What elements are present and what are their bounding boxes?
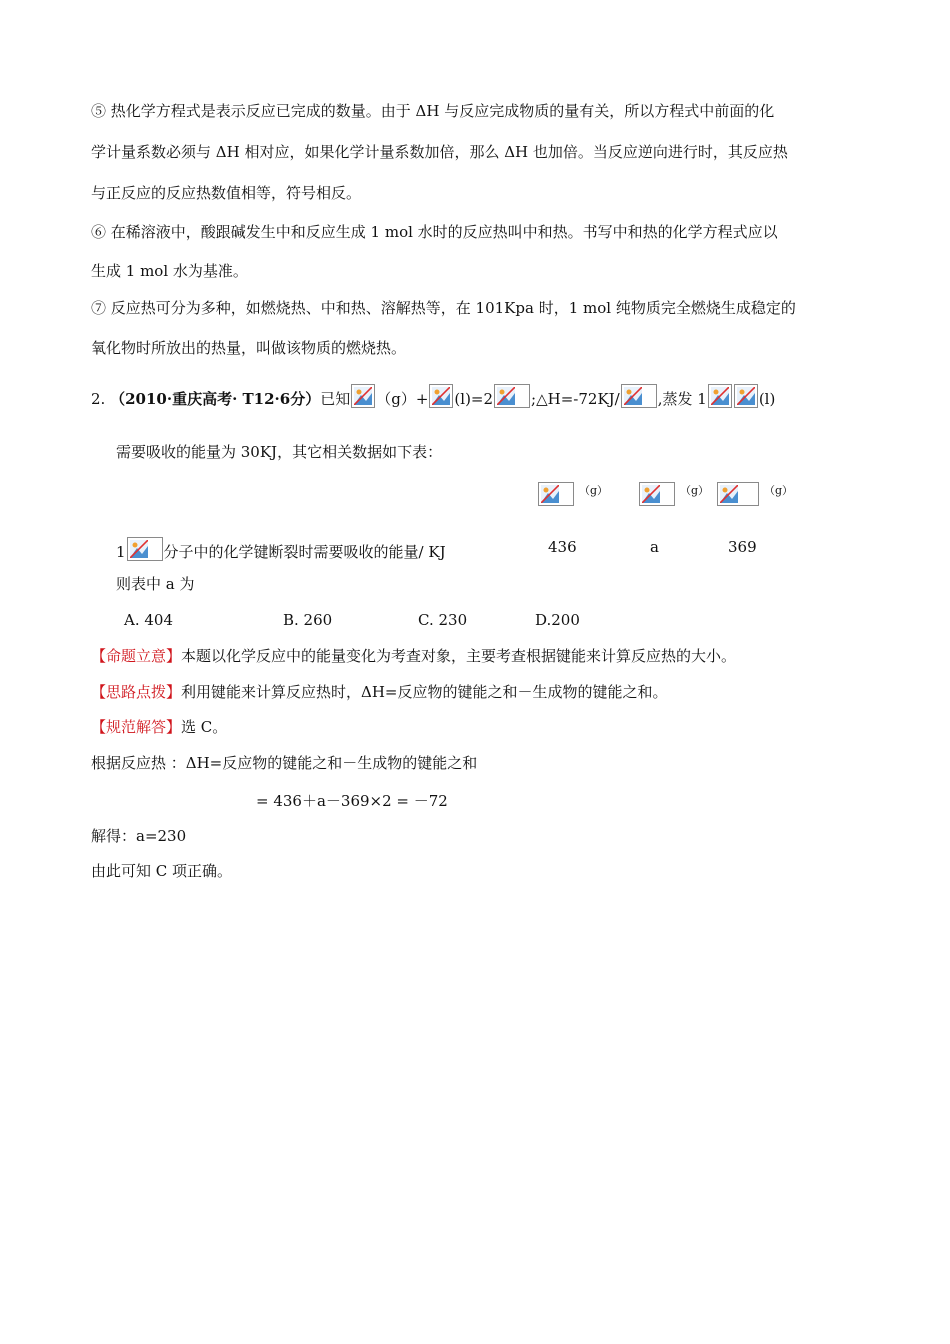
question-source: （2010·重庆高考· T12·6分）: [110, 390, 321, 408]
hint-text: 利用键能来计算反应热时，ΔH=反应物的键能之和－生成物的键能之和。: [181, 683, 668, 701]
question-line-2: 需要吸收的能量为 30KJ，其它相关数据如下表：: [116, 443, 443, 461]
broken-image-icon: [734, 384, 758, 408]
option-d: D.200: [535, 611, 580, 629]
option-a: A. 404: [124, 611, 173, 629]
broken-image-icon: [621, 384, 657, 408]
option-c: C. 230: [418, 611, 468, 629]
note-7-line-1: ⑦ 反应热可分为多种，如燃烧热、中和热、溶解热等，在 101Kpa 时，1 mol 纯物质完全燃烧生成稳定的: [91, 299, 796, 317]
note-7-line-2: 氧化物时所放出的热量，叫做该物质的燃烧热。: [91, 339, 407, 357]
table-header-h2: [537, 481, 608, 507]
question-delta-h: ;△H=-72KJ/: [531, 390, 620, 408]
note-6-line-2: 生成 1 mol 水为基准。: [91, 262, 248, 280]
broken-image-icon: [639, 482, 675, 506]
table-header-g: （g）: [680, 484, 710, 497]
solve-line: 解得：a=230: [91, 827, 187, 845]
table-row-prefix: 1: [116, 543, 126, 561]
question-evaporate: ,蒸发 1: [657, 390, 707, 408]
question-g: （g）: [376, 390, 416, 408]
question-known: 已知: [320, 390, 351, 408]
note-6-line-1: ⑥ 在稀溶液中，酸跟碱发生中和反应生成 1 mol 水时的反应热叫中和热。书写中和热的化学方程式应以: [91, 223, 778, 241]
option-b: B. 260: [283, 611, 333, 629]
hint-label: 【思路点拨】: [91, 683, 182, 701]
note-5-line-3: 与正反应的反应热数值相等，符号相反。: [91, 184, 362, 202]
question-l: (l): [758, 390, 776, 408]
table-header-br2: [638, 481, 709, 507]
table-value-hbr: 369: [728, 538, 757, 556]
broken-image-icon: [127, 537, 163, 561]
table-header-g: （g）: [579, 484, 609, 497]
question-ask: 则表中 a 为: [116, 575, 195, 593]
table-row: [116, 537, 446, 562]
table-row-label: 分子中的化学键断裂时需要吸收的能量/ KJ: [163, 543, 446, 561]
question-l-eq-2: (l)=2: [454, 390, 494, 408]
analysis-hint: [91, 682, 668, 702]
analysis-intent: [91, 646, 736, 666]
calc-line-1: 根据反应热 ：ΔH=反应物的键能之和－生成物的键能之和: [91, 754, 478, 772]
note-5-line-2: 学计量系数必须与 ΔH 相对应，如果化学计量系数加倍，那么 ΔH 也加倍。当反应逆向进行时，其反应热: [91, 143, 788, 161]
answer-text: 选 C。: [181, 718, 228, 736]
broken-image-icon: [717, 482, 759, 506]
calc-line-2: = 436＋a－369×2 = －72: [256, 792, 448, 810]
intent-label: 【命题立意】: [91, 647, 182, 665]
table-value-br2: a: [650, 538, 659, 556]
question-plus: +: [415, 390, 429, 408]
table-value-h2: 436: [548, 538, 577, 556]
table-header-hbr: [716, 481, 793, 507]
conclusion-line: 由此可知 C 项正确。: [91, 862, 233, 880]
answer-label: 【规范解答】: [91, 718, 182, 736]
broken-image-icon: [708, 384, 732, 408]
analysis-answer: [91, 717, 227, 737]
question-line-1: [91, 384, 775, 409]
broken-image-icon: [429, 384, 453, 408]
question-number: 2.: [91, 390, 106, 408]
intent-text: 本题以化学反应中的能量变化为考查对象，主要考查根据键能来计算反应热的大小。: [181, 647, 737, 665]
note-5-line-1: ⑤ 热化学方程式是表示反应已完成的数量。由于 ΔH 与反应完成物质的量有关，所以方程式中前面的化: [91, 102, 775, 120]
broken-image-icon: [494, 384, 530, 408]
broken-image-icon: [538, 482, 574, 506]
broken-image-icon: [351, 384, 375, 408]
table-header-g: （g）: [764, 484, 794, 497]
